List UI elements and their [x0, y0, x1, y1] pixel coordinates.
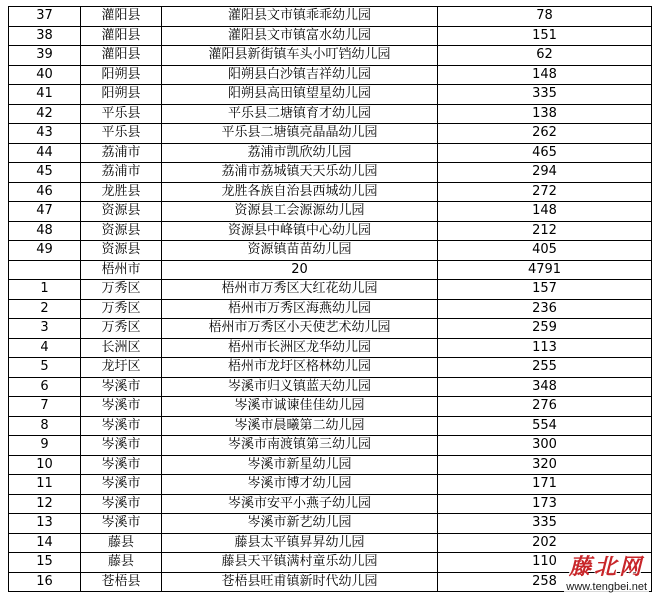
table-row [9, 319, 652, 339]
table-row [9, 494, 652, 514]
enrollment-count-cell: 110 [438, 553, 652, 573]
county-cell: 灌阳县 [81, 26, 162, 46]
row-number-cell: 3 [9, 319, 81, 339]
table-row [9, 358, 652, 378]
enrollment-count-cell: 148 [438, 202, 652, 222]
enrollment-count-cell: 300 [438, 436, 652, 456]
row-number-cell: 6 [9, 377, 81, 397]
row-number-cell: 8 [9, 416, 81, 436]
enrollment-count-cell: 262 [438, 124, 652, 144]
row-number-cell: 11 [9, 475, 81, 495]
enrollment-count-cell: 173 [438, 494, 652, 514]
kindergarten-name-cell: 岑溪市诚谏佳佳幼儿园 [162, 397, 438, 417]
kindergarten-name-cell: 梧州市万秀区海燕幼儿园 [162, 299, 438, 319]
county-cell: 万秀区 [81, 280, 162, 300]
table-row [9, 182, 652, 202]
kindergarten-name-cell: 资源镇苗苗幼儿园 [162, 241, 438, 261]
kindergarten-name-cell: 20 [162, 260, 438, 280]
county-cell: 灌阳县 [81, 46, 162, 66]
enrollment-count-cell: 151 [438, 26, 652, 46]
kindergarten-name-cell: 荔浦市凯欣幼儿园 [162, 143, 438, 163]
watermark-url: www.tengbei.net [566, 581, 647, 593]
kindergarten-name-cell: 岑溪市归义镇蓝天幼儿园 [162, 377, 438, 397]
row-number-cell: 13 [9, 514, 81, 534]
row-number-cell: 47 [9, 202, 81, 222]
kindergarten-name-cell: 岑溪市晨曦第二幼儿园 [162, 416, 438, 436]
enrollment-count-cell: 259 [438, 319, 652, 339]
table-row [9, 455, 652, 475]
county-cell: 岑溪市 [81, 397, 162, 417]
county-cell: 荔浦市 [81, 143, 162, 163]
enrollment-count-cell: 320 [438, 455, 652, 475]
table-row [9, 7, 652, 27]
kindergarten-name-cell: 阳朔县高田镇望星幼儿园 [162, 85, 438, 105]
county-cell: 岑溪市 [81, 514, 162, 534]
county-cell: 平乐县 [81, 124, 162, 144]
table-row [9, 572, 652, 592]
table-row [9, 533, 652, 553]
kindergarten-name-cell: 岑溪市新星幼儿园 [162, 455, 438, 475]
table-row [9, 143, 652, 163]
county-cell: 阳朔县 [81, 65, 162, 85]
enrollment-count-cell: 212 [438, 221, 652, 241]
table-row [9, 260, 652, 280]
county-cell: 灌阳县 [81, 7, 162, 27]
kindergarten-name-cell: 灌阳县文市镇乖乖幼儿园 [162, 7, 438, 27]
enrollment-count-cell: 335 [438, 514, 652, 534]
enrollment-count-cell: 62 [438, 46, 652, 66]
kindergarten-name-cell: 资源县工会源源幼儿园 [162, 202, 438, 222]
table-row [9, 65, 652, 85]
county-cell: 资源县 [81, 202, 162, 222]
enrollment-count-cell: 465 [438, 143, 652, 163]
row-number-cell: 42 [9, 104, 81, 124]
kindergarten-name-cell: 荔浦市荔城镇天天乐幼儿园 [162, 163, 438, 183]
row-number-cell: 14 [9, 533, 81, 553]
table-row [9, 124, 652, 144]
kindergarten-name-cell: 梧州市万秀区小天使艺术幼儿园 [162, 319, 438, 339]
row-number-cell: 12 [9, 494, 81, 514]
county-cell: 荔浦市 [81, 163, 162, 183]
row-number-cell: 45 [9, 163, 81, 183]
enrollment-count-cell: 554 [438, 416, 652, 436]
enrollment-count-cell: 148 [438, 65, 652, 85]
table-row [9, 202, 652, 222]
county-cell: 长洲区 [81, 338, 162, 358]
kindergarten-name-cell: 岑溪市安平小燕子幼儿园 [162, 494, 438, 514]
table-row [9, 163, 652, 183]
kindergarten-name-cell: 灌阳县新街镇车头小叮铛幼儿园 [162, 46, 438, 66]
row-number-cell: 46 [9, 182, 81, 202]
enrollment-count-cell: 276 [438, 397, 652, 417]
county-cell: 岑溪市 [81, 416, 162, 436]
table-row [9, 338, 652, 358]
enrollment-count-cell: 335 [438, 85, 652, 105]
row-number-cell: 49 [9, 241, 81, 261]
kindergarten-name-cell: 资源县中峰镇中心幼儿园 [162, 221, 438, 241]
table-row [9, 436, 652, 456]
enrollment-count-cell: 113 [438, 338, 652, 358]
kindergarten-name-cell: 灌阳县文市镇富水幼儿园 [162, 26, 438, 46]
table-row [9, 221, 652, 241]
row-number-cell: 44 [9, 143, 81, 163]
enrollment-count-cell: 405 [438, 241, 652, 261]
table-row [9, 280, 652, 300]
kindergarten-name-cell: 苍梧县旺甫镇新时代幼儿园 [162, 572, 438, 592]
row-number-cell: 1 [9, 280, 81, 300]
county-cell: 岑溪市 [81, 494, 162, 514]
row-number-cell: 9 [9, 436, 81, 456]
enrollment-count-cell: 255 [438, 358, 652, 378]
kindergarten-name-cell: 岑溪市博才幼儿园 [162, 475, 438, 495]
enrollment-count-cell: 272 [438, 182, 652, 202]
enrollment-count-cell: 258 [438, 572, 652, 592]
table-row [9, 397, 652, 417]
table-row [9, 514, 652, 534]
row-number-cell: 4 [9, 338, 81, 358]
table-row [9, 475, 652, 495]
kindergarten-name-cell: 平乐县二塘镇亮晶晶幼儿园 [162, 124, 438, 144]
table-row [9, 85, 652, 105]
kindergarten-name-cell: 梧州市长洲区龙华幼儿园 [162, 338, 438, 358]
table-row [9, 377, 652, 397]
county-cell: 岑溪市 [81, 377, 162, 397]
row-number-cell: 16 [9, 572, 81, 592]
county-cell: 梧州市 [81, 260, 162, 280]
enrollment-count-cell: 294 [438, 163, 652, 183]
enrollment-count-cell: 202 [438, 533, 652, 553]
table-row [9, 104, 652, 124]
county-cell: 万秀区 [81, 299, 162, 319]
row-number-cell: 48 [9, 221, 81, 241]
kindergarten-name-cell: 藤县天平镇满村童乐幼儿园 [162, 553, 438, 573]
enrollment-count-cell: 4791 [438, 260, 652, 280]
row-number-cell: 43 [9, 124, 81, 144]
row-number-cell [9, 260, 81, 280]
kindergarten-name-cell: 龙胜各族自治县西城幼儿园 [162, 182, 438, 202]
row-number-cell: 15 [9, 553, 81, 573]
row-number-cell: 7 [9, 397, 81, 417]
table-row [9, 299, 652, 319]
table-row [9, 416, 652, 436]
enrollment-count-cell: 236 [438, 299, 652, 319]
county-cell: 资源县 [81, 241, 162, 261]
kindergarten-name-cell: 岑溪市南渡镇第三幼儿园 [162, 436, 438, 456]
county-cell: 资源县 [81, 221, 162, 241]
kindergarten-table [8, 6, 652, 592]
table-row [9, 26, 652, 46]
kindergarten-name-cell: 岑溪市新艺幼儿园 [162, 514, 438, 534]
table-row [9, 241, 652, 261]
county-cell: 岑溪市 [81, 475, 162, 495]
county-cell: 岑溪市 [81, 436, 162, 456]
kindergarten-name-cell: 平乐县二塘镇育才幼儿园 [162, 104, 438, 124]
county-cell: 藤县 [81, 553, 162, 573]
row-number-cell: 40 [9, 65, 81, 85]
county-cell: 龙圩区 [81, 358, 162, 378]
enrollment-count-cell: 157 [438, 280, 652, 300]
enrollment-count-cell: 138 [438, 104, 652, 124]
kindergarten-name-cell: 阳朔县白沙镇吉祥幼儿园 [162, 65, 438, 85]
row-number-cell: 39 [9, 46, 81, 66]
county-cell: 万秀区 [81, 319, 162, 339]
row-number-cell: 2 [9, 299, 81, 319]
county-cell: 岑溪市 [81, 455, 162, 475]
watermark-title: 藤北网 [569, 554, 645, 580]
kindergarten-name-cell: 梧州市万秀区大红花幼儿园 [162, 280, 438, 300]
table-row [9, 553, 652, 573]
county-cell: 藤县 [81, 533, 162, 553]
county-cell: 平乐县 [81, 104, 162, 124]
kindergarten-name-cell: 梧州市龙圩区格林幼儿园 [162, 358, 438, 378]
table-row [9, 46, 652, 66]
row-number-cell: 37 [9, 7, 81, 27]
enrollment-count-cell: 348 [438, 377, 652, 397]
table-body [9, 7, 652, 592]
county-cell: 龙胜县 [81, 182, 162, 202]
county-cell: 苍梧县 [81, 572, 162, 592]
row-number-cell: 38 [9, 26, 81, 46]
enrollment-count-cell: 171 [438, 475, 652, 495]
kindergarten-name-cell: 藤县太平镇昇昇幼儿园 [162, 533, 438, 553]
row-number-cell: 10 [9, 455, 81, 475]
county-cell: 阳朔县 [81, 85, 162, 105]
row-number-cell: 5 [9, 358, 81, 378]
enrollment-count-cell: 78 [438, 7, 652, 27]
row-number-cell: 41 [9, 85, 81, 105]
